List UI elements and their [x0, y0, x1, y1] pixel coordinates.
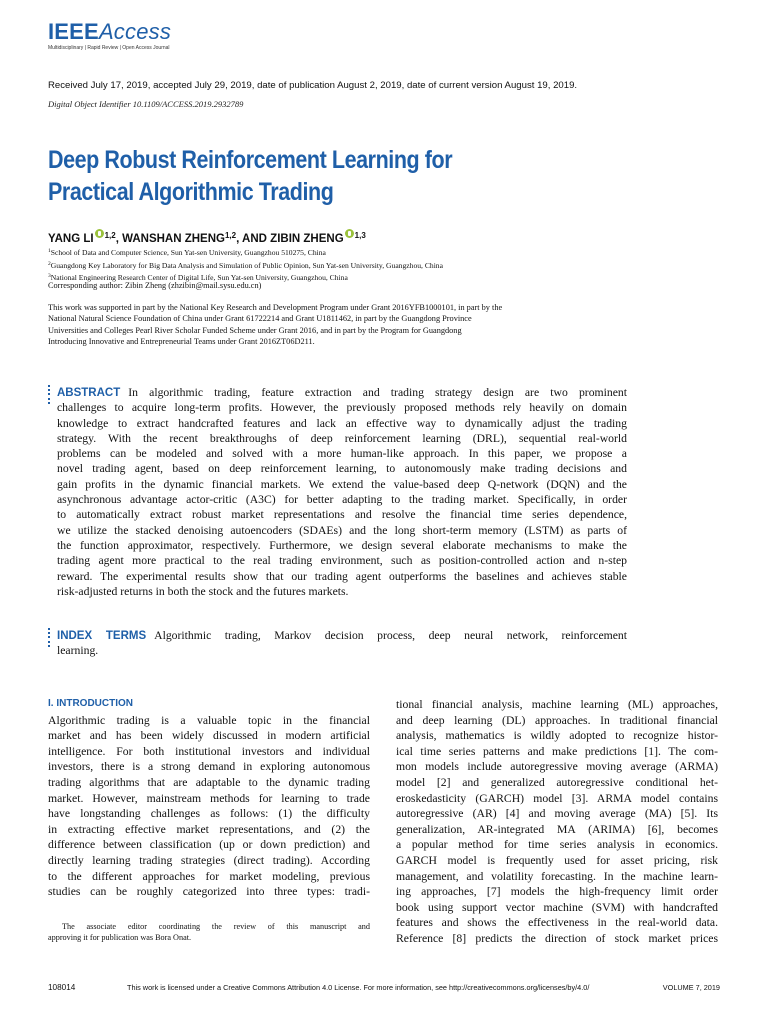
license-notice[interactable]: This work is licensed under a Creative Commons Attribution 4.0 License. For more information, see http://creativecommons.org/licenses/by/4.0/ [127, 983, 590, 992]
volume-label: VOLUME 7, 2019 [662, 983, 720, 992]
title-line: Deep Robust Reinforcement Learning for [48, 146, 453, 174]
affiliation-item: $^2$Guangdong Key Laboratory for Big Data Analysis and Simulation of Public Opinion, Sun Yat-sen University, Guangzhou, China [48, 260, 443, 270]
logo-tagline: Multidisciplinary | Rapid Review | Open Access Journal [48, 45, 170, 51]
author-affiliation-sup: 1,3 [354, 231, 366, 240]
author-list [48, 229, 366, 246]
abstract: ABSTRACT In algorithmic trading, feature extraction and trading strategy design are two prominent challenges to acquire long-term profits. However, the previously proposed methods rely heavily on domain knowledge to extract handcrafted features and lack an effective way to dynamically adjust the trading strategy. With the recent breakthroughs of deep reinforcement learning (DRL), sequential real-world problems can be modeled and solved with a more human-like approach. In this paper, we propose a novel trading agent, based on deep reinforcement learning, to autonomously make trading decisions and gain profits in the dynamic financial markets. We extend the value-based deep Q-network (DQN) and the asynchronous advantage actor-critic (A3C) for better adapting to the trading market. Specifically, in order to automatically extract robust market representations and resolve the financial time series dependence, we utilize the stacked denoising autoencoders (SDAEs) and the long short-term memory (LSTM) as parts of the function approximator, respectively. Furthermore, we design several elaborate mechanisms to make the trading agent more practical to the real trading environment, such as position-controlled action and n-step reward. The experimental results show that our trading agent outperforms the baselines and achieves stable risk-adjusted returns in both the stock and the futures markets. [57, 386, 627, 598]
author-affiliation-sup: 1,2 [104, 231, 116, 240]
page-number: 108014 [48, 983, 76, 992]
paper-title [48, 144, 598, 208]
index-terms: INDEX TERMS Algorithmic trading, Markov decision process, deep neural network, reinforcement learning. [57, 629, 627, 658]
abstract-marker-icon [48, 385, 50, 406]
editor-footnote: The associate editor coordinating the review of this manuscript and approving it for publication was Bora Onat. [48, 922, 370, 942]
section-heading: I. INTRODUCTION [48, 698, 133, 709]
funding-statement: This work was supported in part by the National Key Research and Development Program under Grant 2016YFB1000101, in part by the National Natural Science Foundation of China under Grant 61722214 and Grant U1811462, in part by the Guangdong Province Universities and Colleges Pearl River Scholar Funded Scheme under Grant 2016, and in part by the Program for Guangdong Introducing Innovative and Entrepreneurial Teams under Grant 2016ZT06D211. [48, 303, 503, 347]
author-name: YANG LI [48, 233, 94, 245]
affiliation-item: $^3$National Engineering Research Center of Digital Life, Sun Yat-sen University, Guangzhou, China [48, 273, 348, 282]
title-line: Practical Algorithmic Trading [48, 178, 334, 206]
received-dates: Received July 17, 2019, accepted July 29, 2019, date of publication August 2, 2019, date of current version August 19, 2019. [48, 80, 578, 91]
author-name: , AND ZIBIN ZHENG [236, 233, 344, 245]
author-affiliation-sup: 1,2 [224, 231, 237, 240]
corresponding-author: Corresponding author: Zibin Zheng (zhzibin@mail.sysu.edu.cn) [48, 281, 262, 290]
author-name: , WANSHAN ZHENG [115, 233, 225, 245]
abstract-label: ABSTRACT [57, 387, 121, 399]
logo-access: Access [98, 19, 172, 44]
orcid-icon[interactable] [345, 229, 354, 238]
journal-logo [48, 20, 171, 52]
intro-right-column: tional financial analysis, machine learning (ML) approaches, and deep learning (DL) approaches. In traditional financial analysis, mathematics is wildly adopted to recognize histor- ical time series patterns and make predictions [1]. The com- mon models include autoregressive moving average (ARMA) model [2] and generalized autoregressive conditional het- eroskedasticity (GARCH) model [3]. ARMA model contains autoregressive (AR) [4] and moving average (MA) [5]. Its generalization, AR-integrated MA (ARIMA) [6], becomes a popular method for time series analysis in economics. GARCH model is frequently used for asset pricing, risk management, and volatility forecasting. In the machine learn- ing approaches, [7] models the high-frequency limit order book using support vector machine (SVM) with handcrafted features and shows the effectiveness in the real-world data. Reference [8] predicts the direction of stock market prices [396, 698, 718, 945]
logo-ieee: IEEE [48, 19, 99, 44]
page-footer [48, 982, 720, 996]
affiliation-item: $^1$School of Data and Computer Science, Sun Yat-sen University, Guangzhou 510275, China [48, 248, 326, 257]
doi: Digital Object Identifier 10.1109/ACCESS.2019.2932789 [48, 99, 244, 109]
index-terms-marker-icon [48, 628, 50, 649]
index-terms-label: INDEX TERMS [57, 630, 147, 642]
intro-left-column: I. INTRODUCTION Algorithmic trading is a valuable topic in the financial market and has been widely discussed in modern artificial intelligence. For both institutional investors and individual investors, there is a strong demand in exploring autonomous trading algorithms that are adaptable to the dynamic trading market. However, mainstream methods for learning to trade have longstanding challenges as follows: (1) the difficulty in extracting effective market representations, and (2) the difference between classification (up or down prediction) and directly learning trading strategies (direct trading). According to the different approaches for market modeling, previous studies can be roughly categorized into three types: tradi- [48, 698, 370, 899]
orcid-icon[interactable] [95, 229, 104, 238]
affiliations [48, 246, 443, 284]
